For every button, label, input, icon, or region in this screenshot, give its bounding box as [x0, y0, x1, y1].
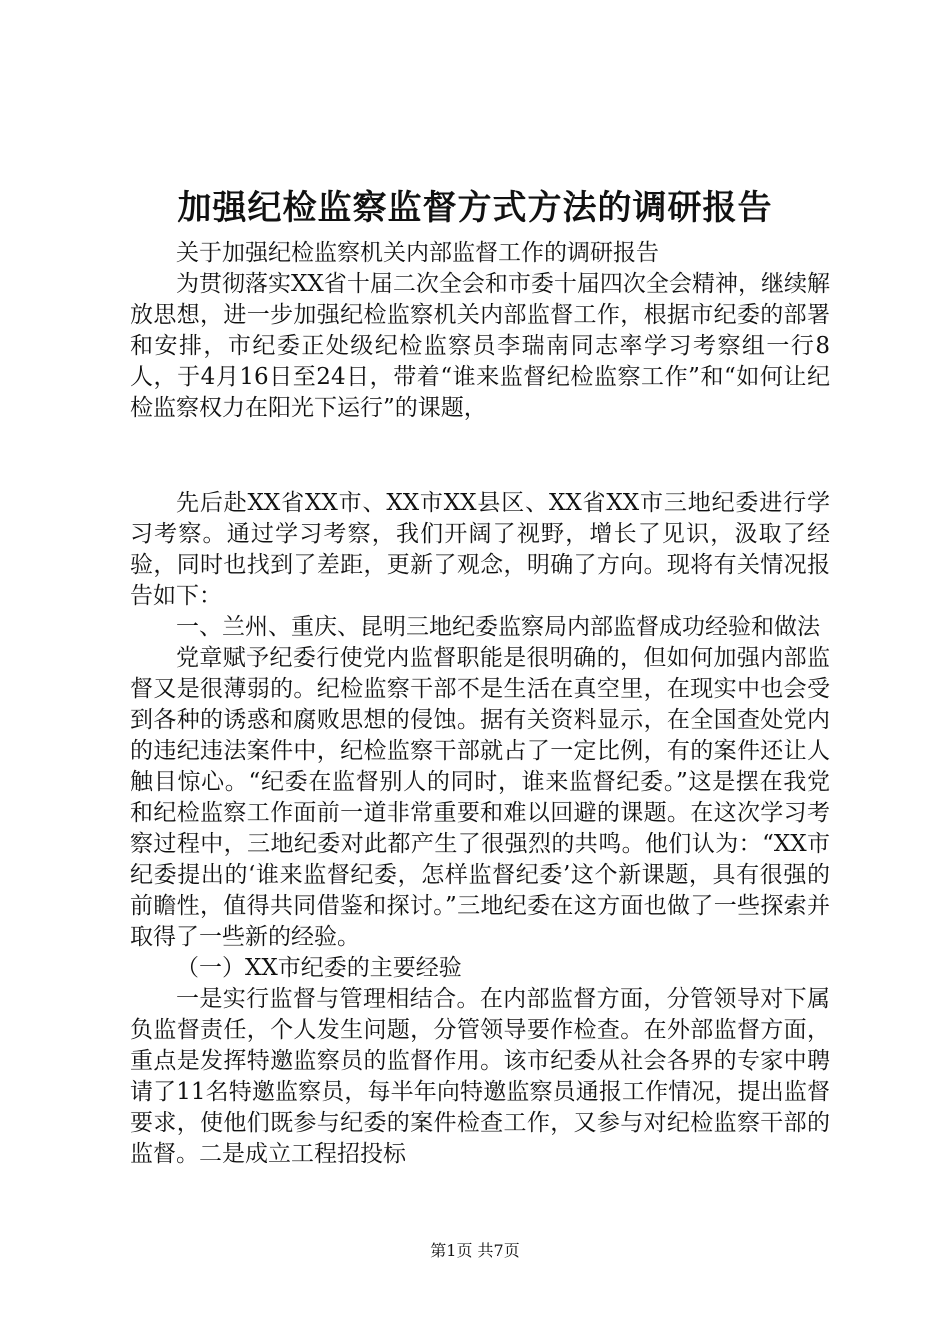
paragraph: 先后赴XX省XX市、XX市XX县区、XX省XX市三地纪委进行学习考察。通过学习考察，我们开阔了视野，增长了见识，汲取了经验，同时也找到了差距，更新了观念，明确了方向。现将有关情况报告如下：	[130, 490, 830, 609]
document-title: 加强纪检监察监督方式方法的调研报告	[177, 188, 773, 228]
paragraph-subtitle: 关于加强纪检监察机关内部监督工作的调研报告	[176, 240, 659, 266]
paragraph: 党章赋予纪委行使党内监督职能是很明确的，但如何加强内部监督又是很薄弱的。纪检监察干部不是生活在真空里，在现实中也会受到各种的诱惑和腐败思想的侵蚀。据有关资料显示，在全国查处党内的违纪违法案件中，纪检监察干部就占了一定比例，有的案件还让人触目惊心。“纪委在监督别人的同时，谁来监督纪委。”这是摆在我党和纪检监察工作面前一道非常重要和难以回避的课题。在这次学习考察过程中，三地纪委对此都产生了很强烈的共鸣。他们认为：“XX市纪委提出的‘谁来监督纪委，怎样监督纪委’这个新课题，具有很强的前瞻性，值得共同借鉴和探讨。”三地纪委在这方面也做了一些探索并取得了一些新的经验。	[130, 645, 830, 950]
document-body	[130, 238, 830, 1170]
section-heading: 一、兰州、重庆、昆明三地纪委监察局内部监督成功经验和做法	[176, 614, 820, 640]
page-footer: 第1页 共7页	[430, 1241, 520, 1260]
subsection-heading: （一）XX市纪委的主要经验	[176, 955, 462, 981]
paragraph: 一是实行监督与管理相结合。在内部监督方面，分管领导对下属负监督责任，个人发生问题，分管领导要作检查。在外部监督方面，重点是发挥特邀监察员的监督作用。该市纪委从社会各界的专家中聘请了11名特邀监察员，每半年向特邀监察员通报工作情况，提出监督要求，使他们既参与纪委的案件检查工作，又参与对纪检监察干部的监督。二是成立工程招投标	[130, 986, 830, 1167]
paragraph: 为贯彻落实XX省十届二次全会和市委十届四次全会精神，继续解放思想，进一步加强纪检监察机关内部监督工作，根据市纪委的部署和安排，市纪委正处级纪检监察员李瑞南同志率学习考察组一行8人，于4月16日至24日，带着“谁来监督纪检监察工作”和“如何让纪检监察权力在阳光下运行”的课题，	[130, 271, 830, 421]
